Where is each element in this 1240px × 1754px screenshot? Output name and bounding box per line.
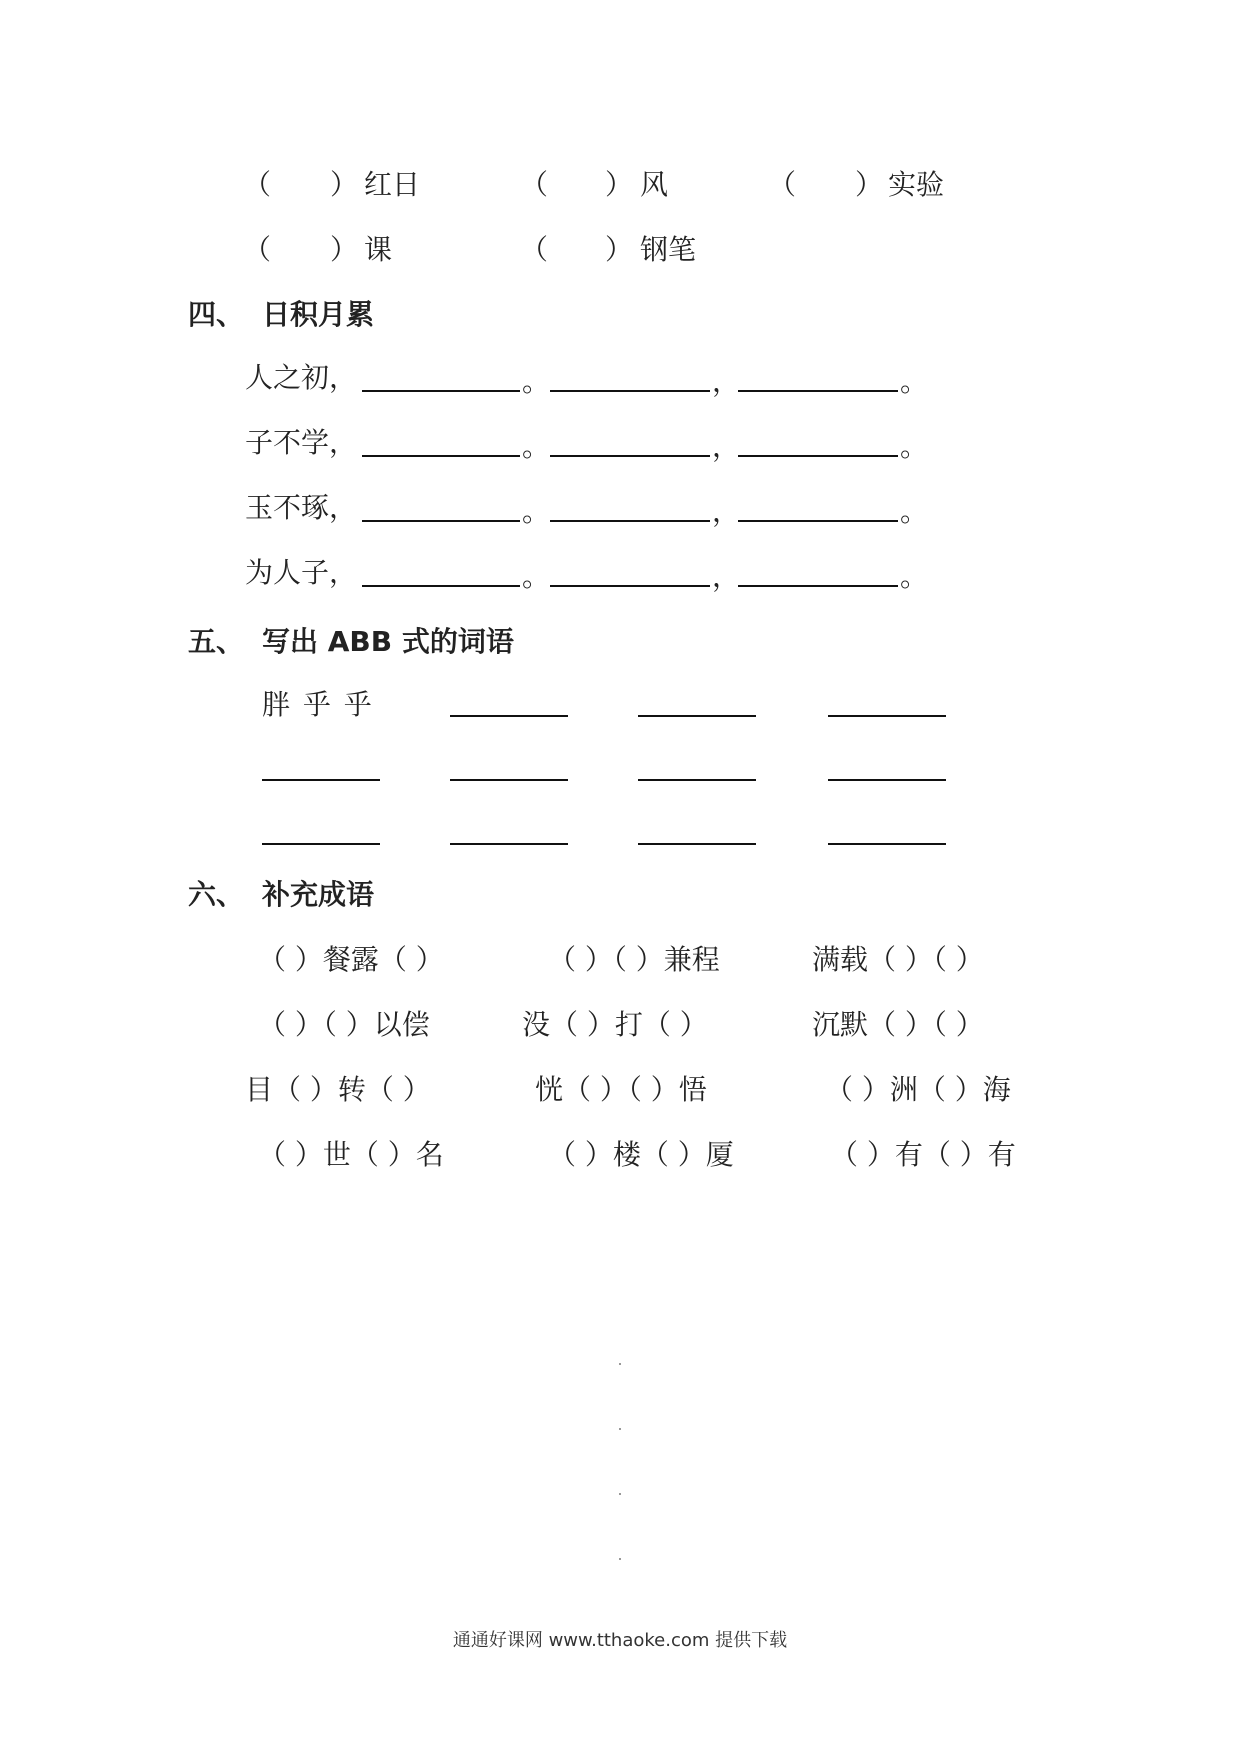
punctuation: 。 [900,365,929,398]
punctuation: ， [712,495,741,528]
answer-blank[interactable] [638,779,756,781]
punctuation: 。 [522,430,551,463]
answer-blank[interactable] [638,843,756,845]
bracket-open: （ [243,168,272,201]
answer-blank[interactable] [638,715,756,717]
answer-blank[interactable] [738,390,898,392]
punctuation: 。 [522,560,551,593]
faint-dot [619,1428,621,1430]
idiom-item: （ ）世（ ）名 [258,1138,444,1171]
bracket-close: ） [330,168,359,201]
idiom-item: （ ）有（ ）有 [830,1138,1016,1171]
punctuation: 。 [522,365,551,398]
idiom-item: 满载（ ）（ ） [812,943,984,976]
section6-number: 六、 [188,878,245,911]
bracket-open: （ [520,168,549,201]
bracket-close: ） [330,233,359,266]
idiom-item: （ ）楼（ ）厦 [548,1138,734,1171]
answer-blank[interactable] [450,715,568,717]
answer-blank[interactable] [362,390,520,392]
answer-blank[interactable] [828,715,946,717]
bracket-open: （ [520,233,549,266]
answer-blank[interactable] [738,520,898,522]
fill-word: 风 [640,168,669,201]
answer-blank[interactable] [450,779,568,781]
answer-blank[interactable] [738,455,898,457]
answer-blank[interactable] [550,455,710,457]
answer-blank[interactable] [828,843,946,845]
answer-blank[interactable] [550,390,710,392]
idiom-item: （ ）洲（ ）海 [825,1073,1011,1106]
bracket-open: （ [243,233,272,266]
punctuation: ， [712,560,741,593]
section4-number: 四、 [188,298,245,331]
section5-title: 写出 ABB 式的词语 [262,625,514,658]
section5-number: 五、 [188,625,245,658]
punctuation: ， [712,430,741,463]
verse-lead: 为人子， [245,556,358,589]
answer-blank[interactable] [450,843,568,845]
bracket-close: ） [605,233,634,266]
answer-blank[interactable] [738,585,898,587]
idiom-item: （ ）（ ）以偿 [258,1008,430,1041]
section4-title: 日积月累 [262,298,375,331]
idiom-item: （ ）餐露（ ） [258,943,444,976]
section6-title: 补充成语 [262,878,375,911]
idiom-item: 恍（ ）（ ）悟 [535,1073,707,1106]
verse-lead: 玉不琢， [245,491,358,524]
answer-blank[interactable] [362,585,520,587]
verse-lead: 子不学， [245,426,358,459]
idiom-item: 目（ ）转（ ） [245,1073,431,1106]
fill-word: 红日 [364,168,421,201]
idiom-item: 沉默（ ）（ ） [812,1008,984,1041]
faint-dot [619,1493,621,1495]
verse-lead: 人之初， [245,361,358,394]
fill-word: 课 [364,233,393,266]
punctuation: 。 [900,430,929,463]
punctuation: ， [712,365,741,398]
answer-blank[interactable] [828,779,946,781]
bracket-close: ） [855,168,884,201]
punctuation: 。 [900,495,929,528]
page-footer: 通通好课网 www.tthaoke.com 提供下载 [452,1630,788,1651]
idiom-item: （ ）（ ）兼程 [548,943,720,976]
answer-blank[interactable] [362,520,520,522]
punctuation: 。 [522,495,551,528]
idiom-item: 没（ ）打（ ） [522,1008,708,1041]
fill-word: 钢笔 [640,233,697,266]
answer-blank[interactable] [262,843,380,845]
answer-blank[interactable] [550,520,710,522]
bracket-close: ） [605,168,634,201]
fill-word: 实验 [888,168,945,201]
faint-dot [619,1363,621,1365]
bracket-open: （ [768,168,797,201]
abb-example: 胖 乎 乎 [262,688,374,721]
answer-blank[interactable] [262,779,380,781]
punctuation: 。 [900,560,929,593]
answer-blank[interactable] [362,455,520,457]
faint-dot [619,1558,621,1560]
answer-blank[interactable] [550,585,710,587]
